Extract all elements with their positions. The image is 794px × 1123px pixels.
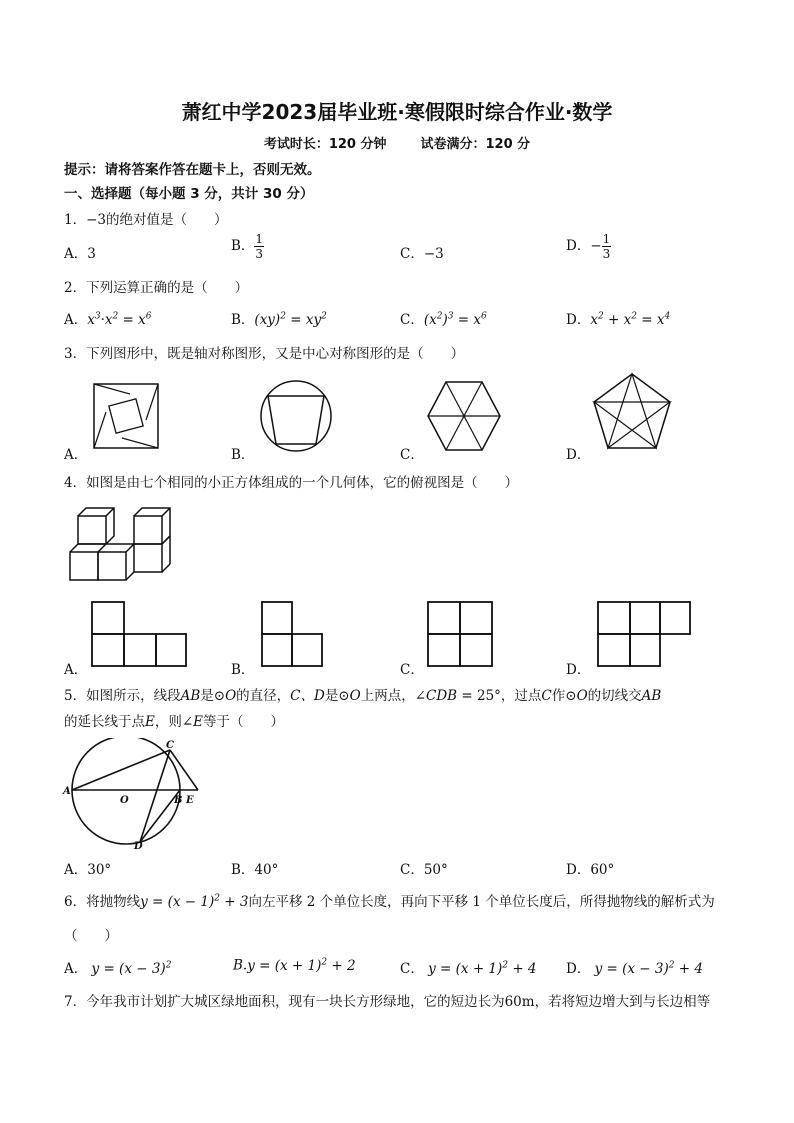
question-4-stem: 4．如图是由七个相同的小正方体组成的一个几何体，它的俯视图是（ ）: [64, 475, 519, 491]
point-label-a: A: [63, 786, 71, 797]
q3-figure-d-pentagram: [590, 370, 674, 454]
q4-option-b-view: [260, 600, 330, 668]
fraction-denominator: 3: [255, 247, 264, 261]
fraction-numerator: 1: [255, 232, 264, 246]
q4-option-a-view: [90, 600, 190, 668]
question-6-option-a: A． $y = (x - 3)^2$: [64, 960, 172, 977]
exam-full-score: 试卷满分：120 分: [420, 137, 531, 152]
page-title: 萧红中学2023届毕业班·寒假限时综合作业·数学: [181, 100, 613, 124]
question-3-option-a: A．: [64, 447, 88, 463]
q3-figure-b-circle-trapezoid: [256, 376, 336, 456]
exam-hint: 提示：请将答案作答在题卡上，否则无效。: [64, 162, 321, 178]
question-5-option-d: D．60°: [566, 862, 615, 878]
question-2-option-d: D．$x^2 + x^2 = x^4$: [566, 311, 671, 328]
question-6-stem-line-2: （ ）: [64, 928, 118, 944]
question-2-stem: 2．下列运算正确的是（ ）: [64, 280, 249, 296]
question-1-option-b: B． $\frac{1}{3}$: [231, 232, 264, 261]
question-3-option-d: D．: [566, 447, 591, 463]
exam-info: [0, 133, 794, 152]
fraction-denominator: 3: [602, 247, 611, 261]
point-label-c: C: [166, 740, 174, 751]
question-4-option-a: A．: [64, 662, 88, 678]
point-label-d: D: [134, 841, 143, 850]
question-2-option-c: C．$(x^2)^3 = x^6$: [400, 311, 487, 328]
question-1-option-d: D．− $\frac{1}{3}$: [566, 232, 611, 261]
fraction-numerator: 1: [602, 232, 611, 246]
question-6-option-b: $B.y = (x + 1)^2 + 2$: [233, 957, 356, 974]
question-6-stem-line-1: 6．将抛物线$y = (x - 1)^2 + 3$向左平移 2 个单位长度，再向下平移 1 个单位长度后，所得抛物线的解析式为: [64, 893, 715, 910]
question-4-option-d: D．: [566, 662, 591, 678]
question-3-option-b: B．: [231, 447, 255, 463]
question-5-stem-line-1: 5．如图所示，线段AB是⊙O的直径，C、D是⊙O上两点，∠CDB = 25°，过点C作⊙O的切线交AB: [64, 688, 662, 704]
section-heading: 一、选择题（每小题 3 分，共计 30 分）: [64, 186, 314, 202]
question-2-option-a: A．$x^3\cdot x^2 = x^6$: [64, 311, 152, 328]
question-5-option-a: A．30°: [64, 862, 112, 878]
point-label-b: B: [174, 795, 183, 806]
question-5-stem-line-2: 的延长线于点E，则∠E等于（ ）: [64, 714, 285, 730]
question-4-option-b: B．: [231, 662, 255, 678]
point-label-e: E: [186, 795, 194, 806]
q5-circle-tangent-figure: [62, 738, 202, 850]
question-1-option-a: A．3: [64, 246, 96, 262]
q4-cube-solid-figure: [66, 504, 176, 584]
question-6-option-c: C． $y = (x + 1)^2 + 4$: [400, 960, 537, 977]
q3-figure-c-hexagon: [424, 378, 504, 454]
question-1-stem: 1．−3的绝对值是（ ）: [64, 212, 228, 228]
exam-duration: 考试时长：120 分钟: [263, 137, 387, 152]
question-7-stem: 7．今年我市计划扩大城区绿地面积，现有一块长方形绿地，它的短边长为60m，若将短边增大到与长边相等: [64, 994, 711, 1010]
question-3-option-c: C．: [400, 447, 424, 463]
point-label-o: O: [120, 795, 129, 806]
q4-option-d-view: [596, 600, 696, 668]
q4-option-c-view: [426, 600, 496, 668]
question-5-option-c: C．50°: [400, 862, 448, 878]
question-3-stem: 3．下列图形中，既是轴对称图形，又是中心对称图形的是（ ）: [64, 346, 465, 362]
question-6-option-d: D． $y = (x - 3)^2 + 4$: [566, 960, 703, 977]
q3-figure-a-square-pinwheel: [90, 380, 162, 452]
question-5-option-b: B．40°: [231, 862, 279, 878]
question-1-option-c: C．−3: [400, 246, 444, 262]
question-2-option-b: B．$(xy)^2 = xy^2$: [231, 311, 327, 328]
question-4-option-c: C．: [400, 662, 424, 678]
